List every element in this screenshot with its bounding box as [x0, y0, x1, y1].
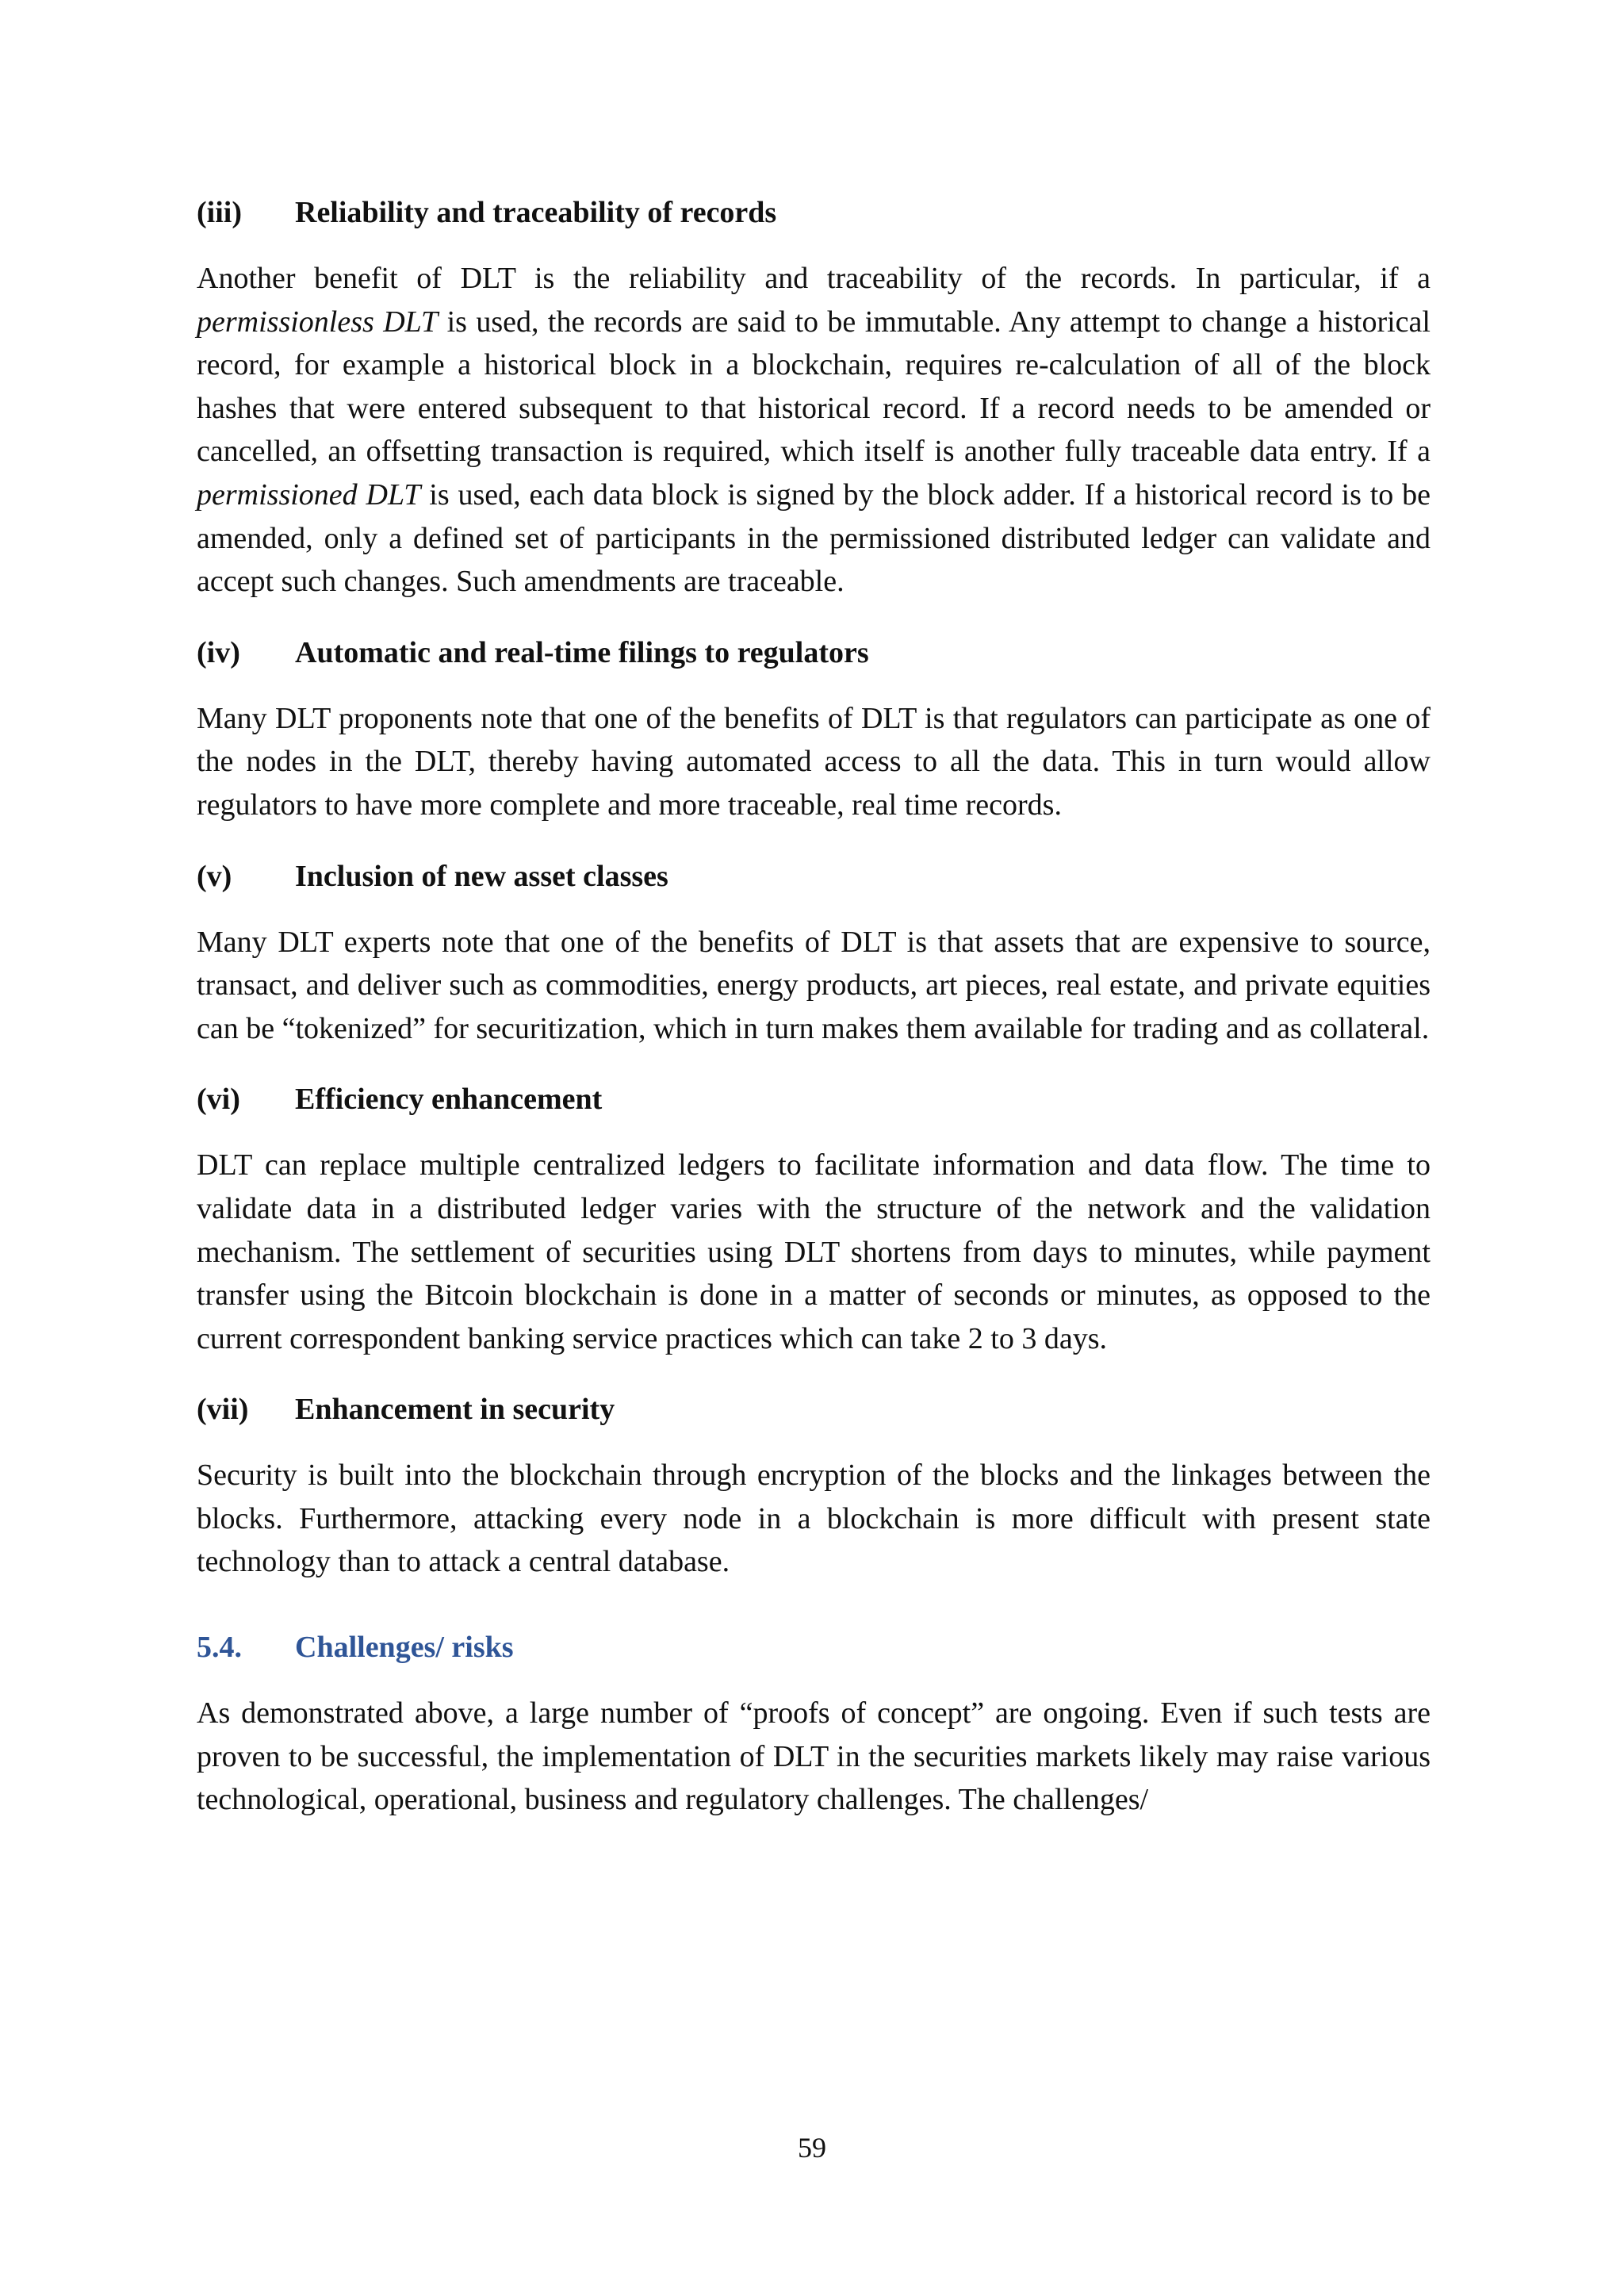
paragraph-text: Another benefit of DLT is the reliability and traceability of the records. In particular, if a [197, 262, 1431, 295]
paragraph-challenges: As demonstrated above, a large number of “proofs of concept” are ongoing. Even if such tests are proven to be successful, the implementation of DLT in the securities markets likely may raise various technological, operational, business and regulatory challenges. The challenges/ [197, 1696, 1431, 1817]
paragraph-efficiency: DLT can replace multiple centralized ledgers to facilitate information and data flow. The time to validate data in a distributed ledger varies with the structure of the network and the validation mechanism. The settlement of securities using DLT shortens from days to minutes, while payment transfer using the Bitcoin blockchain is done in a matter of seconds or minutes, as opposed to the current correspondent banking service practices which can take 2 to 3 days. [197, 1148, 1431, 1355]
subsection-number: (iii) [197, 196, 242, 229]
subsection-number: (vii) [197, 1393, 249, 1427]
subsection-title: Automatic and real-time filings to regulators [295, 635, 869, 669]
paragraph-text: is used, each data block is signed by the block adder. If a historical record is to be amended, only a defined set of participants in the permissioned distributed ledger can validate and accept such changes. Such amendments are traceable. [197, 477, 1431, 599]
paragraph-regulators: Many DLT proponents note that one of the benefits of DLT is that regulators can participate as one of the nodes in the DLT, thereby having automated access to all the data. This in turn would allow regulators to have more complete and more traceable, real time records. [197, 701, 1431, 822]
page-number: 59 [798, 2132, 826, 2164]
italic-term: permissionless DLT [197, 305, 439, 339]
subsection-number: (vi) [197, 1083, 240, 1117]
document-page [197, 190, 1431, 1849]
subsection-number: (v) [197, 859, 232, 893]
subsection-number: (iv) [197, 635, 240, 669]
paragraph-text: is used, the records are said to be immutable. Any attempt to change a historical record, for example a historical block in a blockchain, requires re-calculation of all of the block hashes that were entered subsequent to that historical record. If a record needs to be amended or cancelled, an offsetting transaction is required, which itself is another fully traceable data entry. If a [197, 305, 1431, 469]
italic-term: permissioned DLT [197, 477, 421, 512]
subsection-title: Reliability and traceability of records [295, 196, 777, 229]
subsection-heading-iv [197, 631, 1431, 675]
paragraph-reliability [197, 257, 1431, 604]
subsection-heading-vii [197, 1387, 1431, 1432]
section-number: 5.4. [197, 1631, 242, 1665]
subsection-heading-vi [197, 1077, 1431, 1121]
subsection-title: Inclusion of new asset classes [295, 859, 668, 893]
subsection-title: Efficiency enhancement [295, 1083, 603, 1117]
paragraph-asset-classes: Many DLT experts note that one of the benefits of DLT is that assets that are expensive to source, transact, and deliver such as commodities, energy products, art pieces, real estate, and private equities can be “tokenized” for securitization, which in turn makes them available for trading and as collateral. [197, 925, 1431, 1045]
subsection-title: Enhancement in security [295, 1393, 615, 1427]
paragraph-security: Security is built into the blockchain through encryption of the blocks and the linkages between the blocks. Furthermore, attacking every node in a blockchain is more difficult with present state technology than to attack a central database. [197, 1458, 1431, 1579]
subsection-heading-iii [197, 190, 1431, 235]
section-title: Challenges/ risks [295, 1631, 514, 1665]
section-heading-5-4 [197, 1625, 1431, 1669]
subsection-heading-v [197, 854, 1431, 899]
